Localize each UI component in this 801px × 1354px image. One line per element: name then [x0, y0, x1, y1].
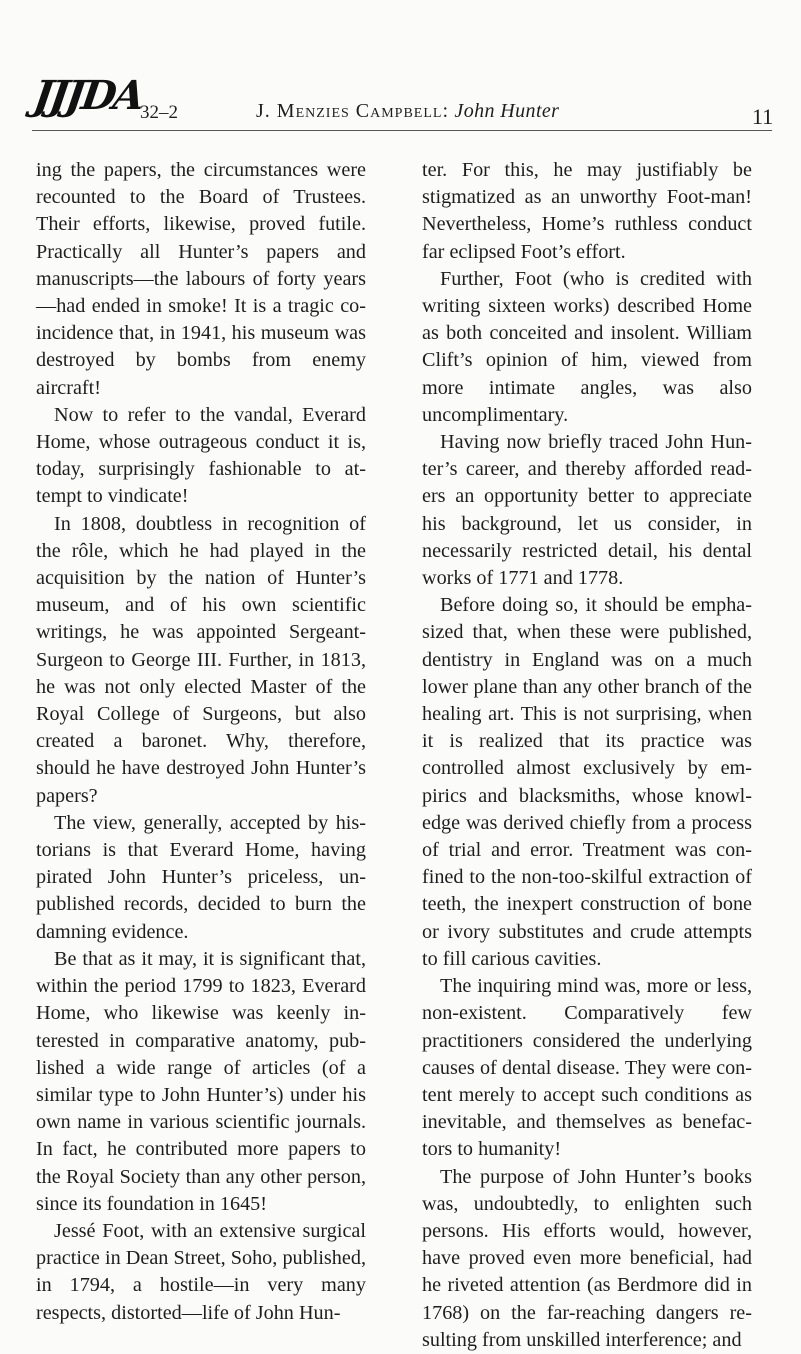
- running-head-author: J. Menzies Campbell:: [256, 100, 450, 122]
- paragraph: Having now briefly traced John Hunter’s career, and thereby afforded readers an opportunity better to appreciate his background, let us consider, in necessarily restricted detail, his dental works of 1771 and 1778.: [422, 431, 752, 590]
- paragraph: Further, Foot (who is credited with writing sixteen works) described Home as both conceited and insolent. William Clift’s opinion of him, viewed from more intimate angles, was also uncomplimentary.: [422, 267, 752, 426]
- page-reference: 32–2: [140, 102, 178, 123]
- running-head-title: John Hunter: [454, 100, 560, 122]
- paragraph: In 1808, doubtless in recognition of the rôle, which he had played in the acquisition by the nation of Hunter’s museum, and of his own scientific writings, he was appointed Sergeant-Surgeon to George III. Further, in 1813, he was not only elected Master of the Royal College of Surgeons, but also created a baronet. Why, therefore, should he have destroyed John Hunter’s papers?: [36, 512, 366, 807]
- paragraph: Now to refer to the vandal, Everard Home, whose outrageous conduct it is, today, surprisingly fashionable to attempt to vindicate!: [36, 403, 366, 508]
- paragraph: Before doing so, it should be emphasized that, when these were published, dentistry in England was on a much lower plane than any other branch of the healing art. This is not surprising, when it is realized that its practice was controlled almost exclusively by empirics and blacksmiths, whose knowledge was derived chiefly from a process of trial and error. Treatment was confined to the non-too-skilful extraction of teeth, the inexpert construction of bone or ivory substitutes and crude attempts to fill carious cavities.: [422, 594, 752, 970]
- paragraph: The inquiring mind was, more or less, non-existent. Comparatively few practitioners considered the underlying causes of dental disease. They were content merely to accept such conditions as inevitable, and themselves as benefactors to humanity!: [422, 975, 752, 1161]
- right-column: [422, 157, 752, 1354]
- paragraph: ing the papers, the circumstances were recounted to the Board of Trustees. Their efforts, likewise, proved futile. Practically all Hunter’s papers and manuscripts—the labours of forty years —had ended in smoke! It is a tragic coincidence that, in 1941, his museum was destroyed by bombs from enemy aircraft!: [36, 159, 366, 399]
- page-number: 11: [752, 104, 774, 129]
- library-stamp: JJJDA: [30, 72, 145, 119]
- paragraph: ter. For this, he may justifiably be stigmatized as an unworthy Foot-man! Nevertheless, Home’s ruthless conduct far eclipsed Foot’s effort.: [422, 159, 752, 263]
- running-head: [256, 100, 559, 123]
- header-rule: [32, 130, 772, 131]
- left-column: [36, 157, 366, 1327]
- paragraph: The view, generally, accepted by historians is that Everard Home, having pirated John Hunter’s priceless, unpublished records, decided to burn the damning evidence.: [36, 811, 366, 943]
- paragraph: Jessé Foot, with an extensive surgical practice in Dean Street, Soho, published, in 1794, a hostile—in very many respects, distorted—life of John Hun-: [36, 1219, 366, 1324]
- page-header: [0, 0, 801, 140]
- paragraph: The purpose of John Hunter’s books was, undoubtedly, to enlighten such persons. His efforts would, however, have proved even more beneficial, had he riveted attention (as Berdmore did in 1768) on the far-reaching dangers resulting from unskilled interference; and: [422, 1165, 752, 1351]
- paragraph: Be that as it may, it is significant that, within the period 1799 to 1823, Everard Home, who likewise was keenly interested in comparative anatomy, published a wide range of articles (of a similar type to John Hunter’s) under his own name in various scientific journals. In fact, he contributed more papers to the Royal Society than any other person, since its foundation in 1645!: [36, 947, 366, 1215]
